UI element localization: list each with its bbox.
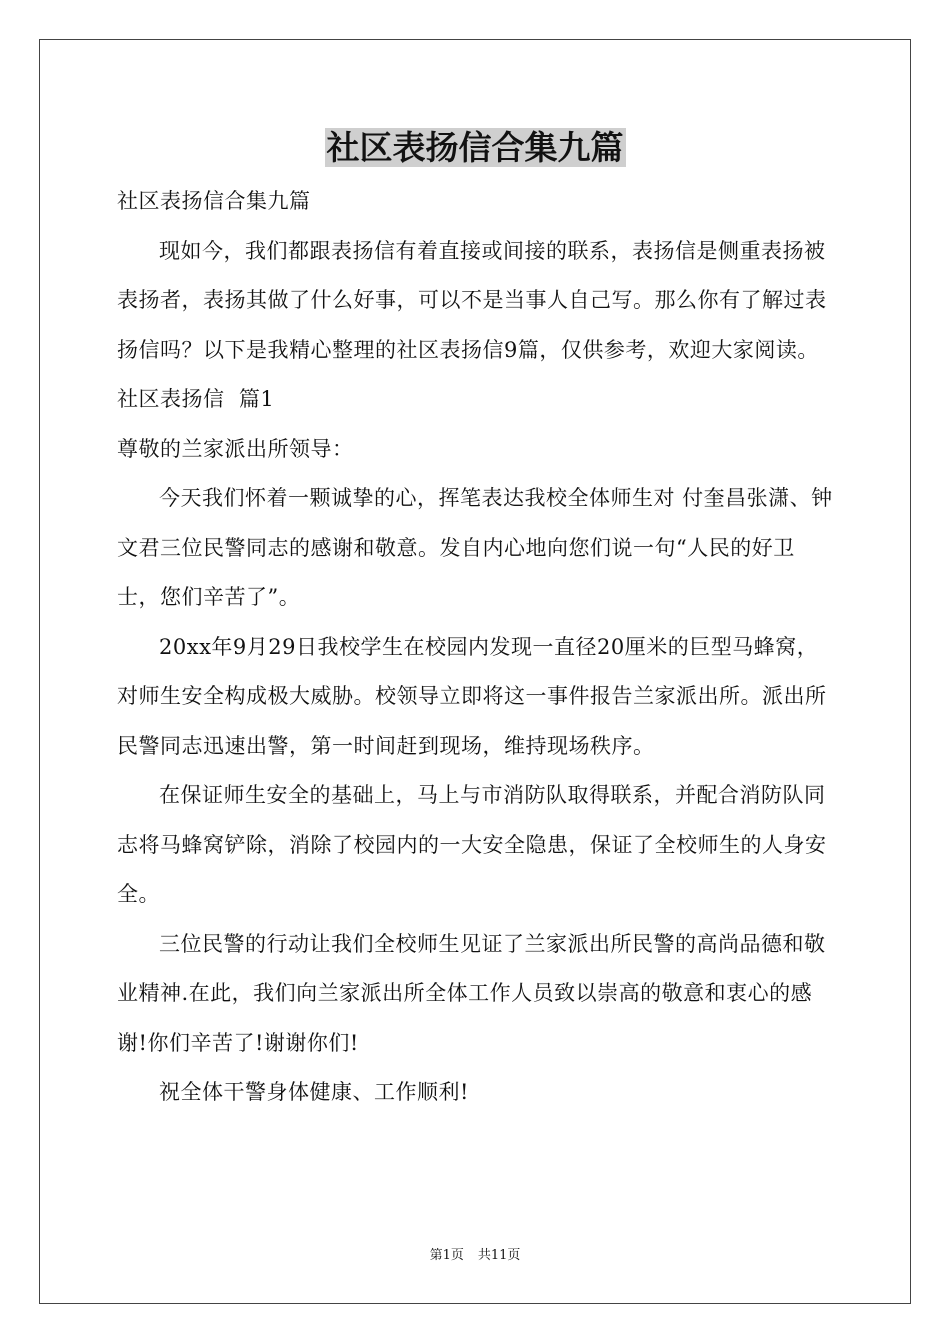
paragraph-0: 社区表扬信合集九篇 — [117, 189, 311, 213]
salutation: 尊敬的兰家派出所领导： — [117, 436, 354, 461]
document-title-text: 社区表扬信合集九篇 — [326, 128, 624, 167]
paragraph-5: 20xx年9月29日我校学生在校园内发现一直径20厘米的巨型马蜂窝，对师生安全构成极大威胁。校领导立即将这一事件报告兰家派出所。派出所民警同志迅速出警，第一时间赶到现场，维持现场秩序。 — [117, 634, 827, 758]
document-body — [117, 177, 835, 1118]
paragraph-8: 祝全体干警身体健康、工作顺利! — [159, 1080, 469, 1104]
paragraph-6: 在保证师生安全的基础上，马上与市消防队取得联系，并配合消防队同志将马蜂窝铲除，消除了校园内的一大安全隐患，保证了全校师生的人身安全。 — [117, 783, 827, 906]
page-number: 第1页 — [429, 1248, 464, 1263]
section-heading: 社区表扬信 篇1 — [117, 387, 275, 411]
document-title — [0, 124, 950, 172]
paragraph-1: 现如今，我们都跟表扬信有着直接或间接的联系，表扬信是侧重表扬被表扬者，表扬其做了什么好事，可以不是当事人自己写。那么你有了解过表扬信吗？以下是我精心整理的社区表扬信9篇，仅供参考，欢迎大家阅读。 — [117, 238, 827, 362]
paragraph-4: 今天我们怀着一颗诚挚的心，挥笔表达我校全体师生对 付奎昌张潇、钟文君三位民警同志的感谢和敬意。发自内心地向您们说一句“人民的好卫士，您们辛苦了”。 — [117, 486, 833, 609]
page-total: 共11页 — [477, 1248, 521, 1263]
page-footer — [0, 1246, 950, 1266]
paragraph-7: 三位民警的行动让我们全校师生见证了兰家派出所民警的高尚品德和敬业精神.在此，我们向兰家派出所全体工作人员致以崇高的敬意和衷心的感谢!你们辛苦了!谢谢你们! — [117, 931, 826, 1055]
